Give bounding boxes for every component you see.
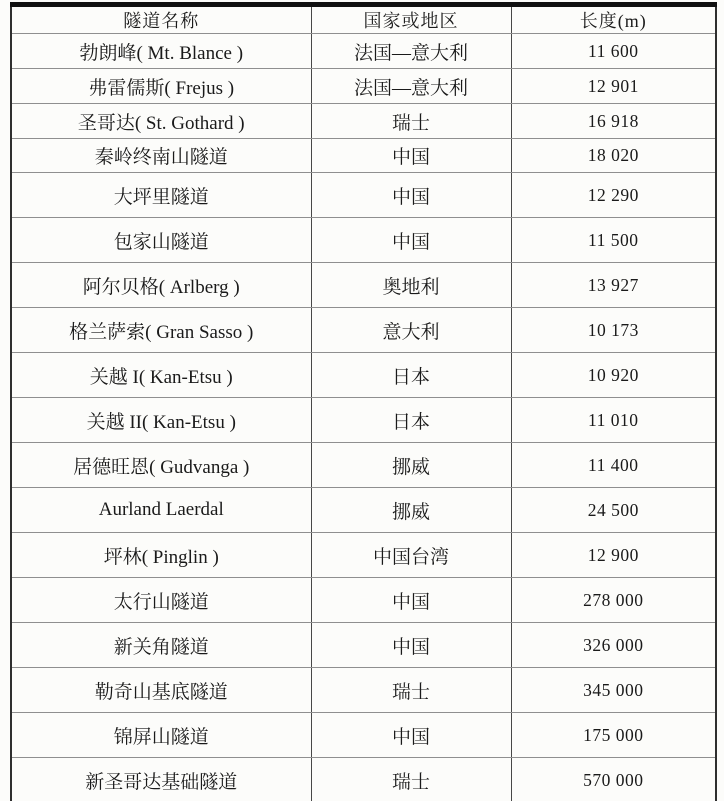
length-cell: 24 500 [511,488,716,533]
tunnel-name-cell: 弗雷儒斯( Frejus ) [11,69,311,104]
table-row [11,308,716,353]
region-cell: 日本 [311,398,511,443]
tunnel-name-cell: 太行山隧道 [11,578,311,623]
table-row [11,104,716,139]
table-row [11,173,716,218]
tunnel-name-cell: 锦屏山隧道 [11,713,311,758]
table-row [11,218,716,263]
length-cell: 175 000 [511,713,716,758]
length-cell: 13 927 [511,263,716,308]
table-row [11,713,716,758]
table-row [11,353,716,398]
length-cell: 12 290 [511,173,716,218]
table-row [11,488,716,533]
region-cell: 中国 [311,173,511,218]
region-cell: 意大利 [311,308,511,353]
length-cell: 18 020 [511,139,716,173]
table-row [11,139,716,173]
region-cell: 挪威 [311,443,511,488]
region-cell: 中国 [311,713,511,758]
tunnel-name-cell: 新关角隧道 [11,623,311,668]
tunnel-name-cell: 阿尔贝格( Arlberg ) [11,263,311,308]
col-header-tunnel-name: 隧道名称 [11,5,311,34]
region-cell: 中国 [311,139,511,173]
length-cell: 345 000 [511,668,716,713]
region-cell: 中国 [311,218,511,263]
length-cell: 10 920 [511,353,716,398]
tunnel-name-cell: 格兰萨索( Gran Sasso ) [11,308,311,353]
length-cell: 278 000 [511,578,716,623]
table-row [11,758,716,801]
table-row [11,578,716,623]
region-cell: 日本 [311,353,511,398]
region-cell: 瑞士 [311,758,511,801]
length-cell: 11 500 [511,218,716,263]
tunnel-table [10,2,717,801]
tunnel-name-cell: 居德旺恩( Gudvanga ) [11,443,311,488]
length-cell: 326 000 [511,623,716,668]
table-row [11,34,716,69]
tunnel-name-cell: 大坪里隧道 [11,173,311,218]
length-cell: 570 000 [511,758,716,801]
region-cell: 挪威 [311,488,511,533]
tunnel-name-cell: 勃朗峰( Mt. Blance ) [11,34,311,69]
table-row [11,263,716,308]
table-row [11,533,716,578]
table-header-row [11,5,716,34]
region-cell: 瑞士 [311,104,511,139]
length-cell: 12 901 [511,69,716,104]
table-body [11,34,716,801]
tunnel-name-cell: 勒奇山基底隧道 [11,668,311,713]
length-cell: 11 600 [511,34,716,69]
length-cell: 11 010 [511,398,716,443]
tunnel-name-cell: 秦岭终南山隧道 [11,139,311,173]
tunnel-name-cell: Aurland Laerdal [11,488,311,533]
tunnel-name-cell: 关越 I( Kan-Etsu ) [11,353,311,398]
region-cell: 中国 [311,623,511,668]
length-cell: 10 173 [511,308,716,353]
tunnel-name-cell: 关越 II( Kan-Etsu ) [11,398,311,443]
table-row [11,443,716,488]
col-header-country-region: 国家或地区 [311,5,511,34]
length-cell: 16 918 [511,104,716,139]
region-cell: 奥地利 [311,263,511,308]
region-cell: 瑞士 [311,668,511,713]
table-row [11,398,716,443]
col-header-length: 长度(m) [511,5,716,34]
tunnel-name-cell: 新圣哥达基础隧道 [11,758,311,801]
region-cell: 法国—意大利 [311,69,511,104]
tunnel-name-cell: 坪林( Pinglin ) [11,533,311,578]
tunnel-name-cell: 包家山隧道 [11,218,311,263]
table-row [11,668,716,713]
region-cell: 法国—意大利 [311,34,511,69]
tunnel-name-cell: 圣哥达( St. Gothard ) [11,104,311,139]
length-cell: 11 400 [511,443,716,488]
length-cell: 12 900 [511,533,716,578]
region-cell: 中国 [311,578,511,623]
region-cell: 中国台湾 [311,533,511,578]
table-row [11,623,716,668]
table-row [11,69,716,104]
